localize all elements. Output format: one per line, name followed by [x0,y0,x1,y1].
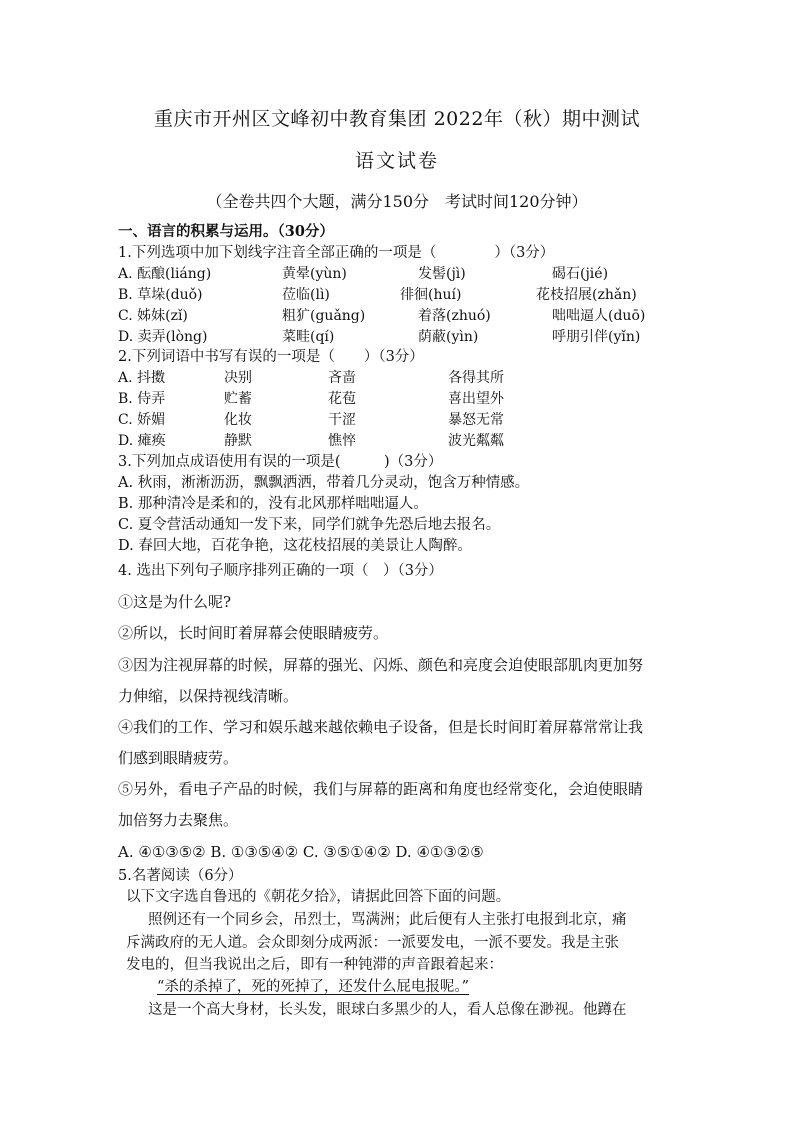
q3-option-d: D. 春回大地，百花争艳，这花枝招展的美景让人陶醉。 [118,538,472,554]
q1-b-3: 徘徊(huí) [400,287,462,303]
q1-stem: 1.下列选项中加下划线字注音全部正确的一项是（ ）（3分） [118,245,555,261]
q5-quote: “杀的杀掉了，死的死掉了，还发什么屁电报呢。” [157,979,470,995]
exam-subtitle: 语文试卷 [354,150,439,172]
q5-passage-line-2: 斥满政府的无人道。会众即刻分成两派：一派要发电，一派不要发。我是主张 [126,935,619,951]
q4-sentence-4b: 们感到眼睛疲劳。 [118,749,239,767]
q2-b-4: 喜出望外 [448,391,504,407]
q2-a-3: 吝啬 [328,370,356,386]
q5-intro: 以下文字选自鲁迅的《朝花夕拾》，请据此回答下面的问题。 [126,889,511,905]
exam-title: 重庆市开州区文峰初中教育集团 2022年（秋）期中测试 [154,108,640,130]
q1-d-1: D. 卖弄(lòng) [118,329,208,345]
q2-a-4: 各得其所 [448,370,504,386]
q2-d-4: 波光粼粼 [448,433,504,449]
exam-info: （全卷共四个大题，满分150分 考试时间120分钟） [206,192,588,211]
q2-a-2: 决别 [224,370,252,386]
q2-d-1: D. 瘫痪 [118,433,166,449]
q2-c-2: 化妆 [224,412,252,428]
q4-sentence-2: ②所以，长时间盯着屏幕会使眼睛疲劳。 [118,624,389,642]
q1-a-2: 黄晕(yùn) [282,266,347,282]
q3-stem: 3.下列加点成语使用有误的一项是( )（3分） [118,454,443,470]
q3-option-b: B. 那种清冷是柔和的，没有北风那样咄咄逼人。 [118,496,428,512]
q4-sentence-4a: ④我们的工作、学习和娱乐越来越依赖电子设备，但是长时间盯着屏幕常常让我 [118,718,644,736]
q4-stem: 4. 选出下列句子顺序排列正确的一项（ ）（3分） [118,563,443,579]
q4-sentence-5a: ⑤另外，看电子产品的时候，我们与屏幕的距离和角度也经常变化，会迫使眼睛 [118,780,644,798]
q2-c-3: 干涩 [328,412,356,428]
q5-stem: 5.名著阅读（6分） [118,868,243,884]
q2-b-3: 花苞 [328,391,356,407]
q2-d-3: 憔悴 [328,433,356,449]
q4-sentence-3a: ③因为注视屏幕的时候，屏幕的强光、闪烁、颜色和亮度会迫使眼部肌肉更加努 [118,656,644,674]
q2-a-1: A. 抖擞 [118,370,166,386]
q1-a-3: 发髻(jì) [418,266,466,282]
q1-d-3: 荫蔽(yìn) [418,329,479,345]
q1-b-1: B. 草垛(duǒ) [118,287,203,303]
q2-c-4: 暴怒无常 [448,412,504,428]
q4-sentence-1: ①这是为什么呢? [118,593,232,611]
q2-b-2: 贮蓄 [224,391,252,407]
q5-passage-line-3: 发电的，但当我说出之后，即有一种钝滞的声音跟着起来： [126,957,503,973]
section-heading: 一、语言的积累与运用。（30分） [118,223,334,240]
q2-stem: 2.下列词语中书写有误的一项是（ ）（3分） [118,349,424,365]
q1-d-2: 菜畦(qí) [282,329,335,345]
q2-d-2: 静默 [224,433,252,449]
q5-passage-line-1: 照例还有一个同乡会，吊烈士，骂满洲；此后便有人主张打电报到北京，痛 [148,912,627,928]
q1-c-3: 着落(zhuó) [418,308,491,324]
q4-options: A. ④①③⑤② B. ①③⑤④② C. ③⑤①④② D. ④①③②⑤ [118,843,484,861]
q5-passage-last: 这是一个高大身材，长头发，眼球白多黑少的人，看人总像在渺视。他蹲在 [148,1002,627,1018]
q3-option-c: C. 夏令营活动通知一发下来，同学们就争先恐后地去报名。 [118,517,501,533]
q1-c-1: C. 姊妹(zǐ) [118,308,188,324]
q3-option-a: A. 秋雨，淅淅沥沥，飘飘洒洒，带着几分灵动，饱含万种情感。 [118,475,530,491]
q1-a-4: 碣石(jié) [552,266,609,282]
q1-b-2: 莅临(lì) [282,287,330,303]
q4-sentence-3b: 力伸缩，以保持视线清晰。 [118,687,299,705]
q4-sentence-5b: 加倍努力去聚焦。 [118,811,239,829]
q2-c-1: C. 娇媚 [118,412,166,428]
q1-b-4: 花枝招展(zhǎn) [536,287,637,303]
q1-c-2: 粗犷(guǎng) [282,308,366,324]
q1-a-1: A. 酝酿(liáng) [118,266,212,282]
q2-b-1: B. 侍弄 [118,391,166,407]
q1-d-4: 呼朋引伴(yǐn) [552,329,641,345]
q1-c-4: 咄咄逼人(duō) [552,308,646,324]
